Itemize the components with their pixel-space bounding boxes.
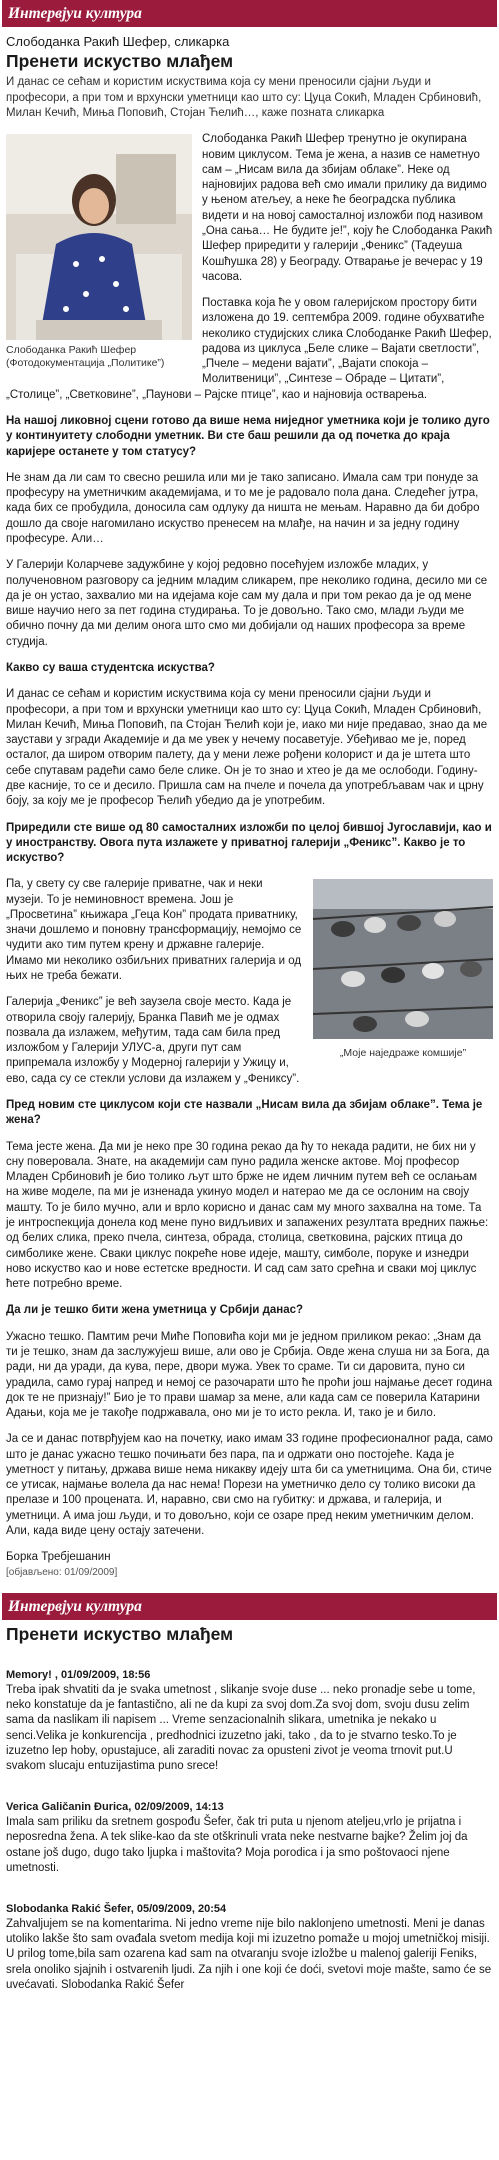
comment-header bbox=[6, 1902, 493, 1917]
intro-paragraph-1: Слободанка Ракић Шефер тренутно је окупирана новим циклусом. Тема је жена, а назив се наметнуо сам – „Нисам вила да збијам облаке”. Неке од најновијих радова већ смо имали прилику да видимо у њеном атељеу, а неке ће београдска публика видети и на новој самосталној изложби под називом „Она сања… Не будите је!”, коју ће Слободанка Ракић Шефер приредити у галерији „Феникс” (Тадеуша Кошћушка 28) у Београду. Отварање је вечерас у 19 часова. bbox=[202, 133, 493, 283]
article-author: Борка Требјешанин bbox=[6, 1551, 111, 1564]
comment-text: Imala sam priliku da sretnem gospođu Šefer, čak tri puta u njenom atelјeu,vrlo je prijatna i neposredna žena. A tek slike-kao da ste otškrinuli vrata neke nestvarne bajke? Želim joj da ostane još dugo, dugo tako lјupka i maštovita? Moja porodica i ja smo poštovaoci njene umetnosti. bbox=[6, 1816, 468, 1874]
question-2: Какво су ваша студентска искуства? bbox=[6, 661, 215, 674]
article-subtitle: Слободанка Ракић Шефер, сликарка bbox=[6, 34, 230, 49]
comment-text: Zahvaljujem se na komentarima. Ni jedno vreme nije bilo naklonjeno umetnosti. Meni je danas utoliko lakše što sam ovađala svetom medija koji mi izuzetno pomaže u mojoj umetničkoj misiji. U prilog tome,bila sam ozarena kad sam na otvaranju svoje izložbe u malenoj galeriji Feniks, srela onoliko sjajnih i ostvarenih ljudi. Za njih i one koji će doći, svetovi moje mašte, samo će se uvećavati. Slobodanka Rakić Šefer bbox=[6, 1917, 492, 1991]
answer-3-part-1: Па, у свету су све галерије приватне, чак и неки музеји. То је неминовност времена. Још је „Просветина” књижара „Геца Кон” продата приватнику, значи дошлемо и поновну трансформацију, немојмо се чудити ако тим путем крену и државне галерије. Имамо ми неколико озбиљних приватних галерија и од њих не треба бежати. bbox=[6, 878, 302, 983]
comment-date: 05/09/2009, 20:54 bbox=[136, 1903, 227, 1916]
answer-5-part-1: Ужасно тешко. Памтим речи Миће Поповића који ми је једном приликом рекао: „Знам да ти је тешко, знам да заслужујеш више, али ово је Србија. Овде жена слуша ни за Бога, да ради, ни да уради, да кува, пере, двори мужа. Увек то сраме. Ти си даровита, пуно си урадила, само гурај напред и немој се разочарати што ће проћи још најмање десет година док те не признају!” Био је то прави шамар за мене, али када сам се поверила Катарини Адањи, која ме је такође подржавала, оно ми је то исто рекла. И, тако је и било. bbox=[6, 1330, 493, 1420]
comment-date: 01/09/2009, 18:56 bbox=[61, 1669, 151, 1682]
comment-text: Treba ipak shvatiti da je svaka umetnost , slikanje svoje duse ... neko pronadje sebe u tome, neko konstatuje da je fantastično, ali ne da kupi za svoj dom.Za svoj dom, svoju dusu zelim sama da naslikam ili napisem ... Vreme senzacionalnih slikara, umetnika je nekako u senci.Velika je konkurencija , predhodnici izuzetno jaki, tako , da to je stvarno tesko.To je izuzetno lep hoby, opustajuce, ali zaraditi novac za opusteni zivot je veoma trnovit put.U svakom slucaju entuzijastima puno srece! bbox=[6, 1683, 476, 1773]
comment-author: Slobodanka Rakić Šefer, bbox=[6, 1903, 134, 1916]
answer-3-part-2: Галерија „Феникс” је већ заузела своје место. Када је отворила своју галерију, Бранка Павић ме је одмах позвала да излажем, међутим, тада сам била пред изложбом у Галерији УЛУС-а, други пут сам припремала изложбу у Модерној галерији у Ужицу и, ево, сада су се стекли услови да излажем у „Фениксу”. bbox=[6, 996, 300, 1085]
comment-item bbox=[6, 1668, 493, 1774]
answer-1-part-1: Не знам да ли сам то свесно решила или ми је тако записано. Имала сам три понуде за професуру на уметничким академијама, и то ме је радовало пола дана. Следећег јутра, када бих се пробудила, доносила сам одлуку да ништа не мењам. Наравно да би добро дошло да своје нагомилано искуство пренесем на млађе, на начин и за једну годину професуре. Али… bbox=[6, 471, 480, 545]
question-3: Приредили сте више од 80 самосталних изложби по целој бившој Југославији, као и у иностранству. Овога пута излажете у приватној галерији „Феникс”. Какво је то искуство? bbox=[6, 821, 492, 865]
answer-1-part-2: У Галерији Коларчеве задужбине у којој редовно посећујем изложбе младих, у полученовном разговору са једним младим сликарем, пре неколико година, десило ми се да је он устао, захвалио ми на идејама које сам му дала и при том рекао да је од мене више научио него за пет година студирања. То је довољно. Тако смо, млади људи ме обично почну да ми делим онога што смо ми добијали од наших професора за време студија. bbox=[6, 559, 488, 648]
article-lead: И данас се сећам и користим искуствима која су мени преносили сјајни људи и професори, а при том и врхунски уметници као што су: Цуца Сокић, Младен Србиновић, Милан Кечић, Миња Поповић, Стојан Ћелић…, каже позната сликарка bbox=[6, 76, 482, 119]
question-4: Пред новим сте циклусом који сте назвали „Нисам вила да збијам облаке”. Тема је жена? bbox=[6, 1099, 483, 1127]
comments-banner: Интервјуи култура bbox=[2, 1593, 497, 1620]
comment-header bbox=[6, 1800, 493, 1815]
article-published-date: [објављено: 01/09/2009] bbox=[6, 1566, 118, 1578]
birds-photo bbox=[313, 879, 493, 1039]
intro-paragraph-2: Поставка која ће у овом галеријском простору бити изложена до 19. септембра 2009. године обухватиће неколико студијских слика Слободанке Ракић Шефер, радова из циклуса „Беле слике – Вајати светлости”, „Пчеле – медени вајати”, „Вајати спокоја – Молитвеници”, „Синтезе – Обраде – Цитати”, „Столице”, „Светковине”, „Паунови – Рајске птице”, као и најновија остварења. bbox=[6, 297, 492, 401]
comment-item bbox=[6, 1902, 493, 1993]
comment-author: Verica Galičanin Đurica, bbox=[6, 1801, 132, 1814]
portrait-caption bbox=[6, 344, 192, 370]
question-1: На нашој ликовној сцени готово да више нема ниједног уметника који је толико дуго у континуитету слободни уметник. Ви сте баш решили да од почетка до краја каријере останете у том статусу? bbox=[6, 415, 490, 458]
article-headline: Пренети искуство млађем bbox=[6, 51, 234, 72]
comment-header bbox=[6, 1668, 493, 1683]
answer-4: Тема јесте жена. Да ми је неко пре 30 година рекао да ћу то некада радити, не бих ни у сну поверовала. Знате, на академији сам пуно радила женске актове. Мој професор Младен Србиновић је био толико љут што бржe не идем личним путем већ се ослањам на живе моделе, па ми је изненада укинуо модел и натерао ме да се ослоним на своју машту. То је било мучно, али и врло корисно и данас сам му много захвална на томе. Та је интроспекција донела код мене пуно видљивих и запажених резултата вредних пажње: од белих слика, преко пчела, синтеза, обрада, столица, светковина, рајских птица до симболике жене. Сваки циклус покреће нове идеје, машту, симболе, порукe и изнедри ново искуство као и нове естетске вредности. И сад сам зато срећна и сваки мој циклус ћете потребно време. bbox=[6, 1140, 489, 1291]
section-banner: Интервјуи култура bbox=[2, 0, 497, 27]
birds-figure bbox=[313, 879, 493, 1060]
comment-author: Memory! , bbox=[6, 1669, 58, 1682]
portrait-caption-source: (Фотодокументација „Политике”) bbox=[6, 357, 165, 370]
answer-2: И данас се сећам и користим искуствима која су мени преносили сјајни људи и професори, а при том и врхунски уметници као што су: Цуца Сокић, Младен Србиновић, Милан Кечић, Миња Поповић, па Стојан Ћелић који је, иако ми није предавао, знао да ме заустави у згради Академије и да ме увек у нечему посаветује. Убеђивао ме је, поред осталог, да широм отворим палету, да у мени леже рођени колорист и да је штета што себе спутавам радећи само беле слике. Он је то знао и хтео је да ме ослободи. Годину-две касније, то се и десило. Пришла сам на пчеле и почела да употребљавам чак и црну боју, за коју ме је професор Ћелић убедио да је употребим. bbox=[6, 688, 488, 808]
portrait-photo bbox=[6, 134, 192, 340]
birds-caption: „Моје наједраже комшије” bbox=[339, 1046, 467, 1059]
comment-item bbox=[6, 1800, 493, 1876]
portrait-caption-name: Слободанка Ракић Шефер bbox=[6, 344, 137, 357]
answer-5-part-2: Ја се и данас потврђујем као на почетку, иако имам 33 године професионалног рада, само што је данас ужасно тешко почињати без пара, па и одржати оно постојеће. Када је уметност у питању, држава више нема никакву идеју шта би са уметницима. Она би, стиче се утисак, најмање волела да нас нема! Порези на уметничко дело су толико високи да прелазе и 100 процената. И, наравно, сви смо на губитку: и држава, и галерија, и уметници. А има још људи, и то довољно, који се озаре пред неким уметничким делом. Али, када виде цену остају затечени. bbox=[6, 1433, 493, 1538]
comment-date: 02/09/2009, 14:13 bbox=[134, 1801, 224, 1814]
comments-headline: Пренети искуство млађем bbox=[6, 1623, 234, 1644]
question-5: Да ли је тешко бити жена уметница у Србији данас? bbox=[6, 1304, 304, 1317]
